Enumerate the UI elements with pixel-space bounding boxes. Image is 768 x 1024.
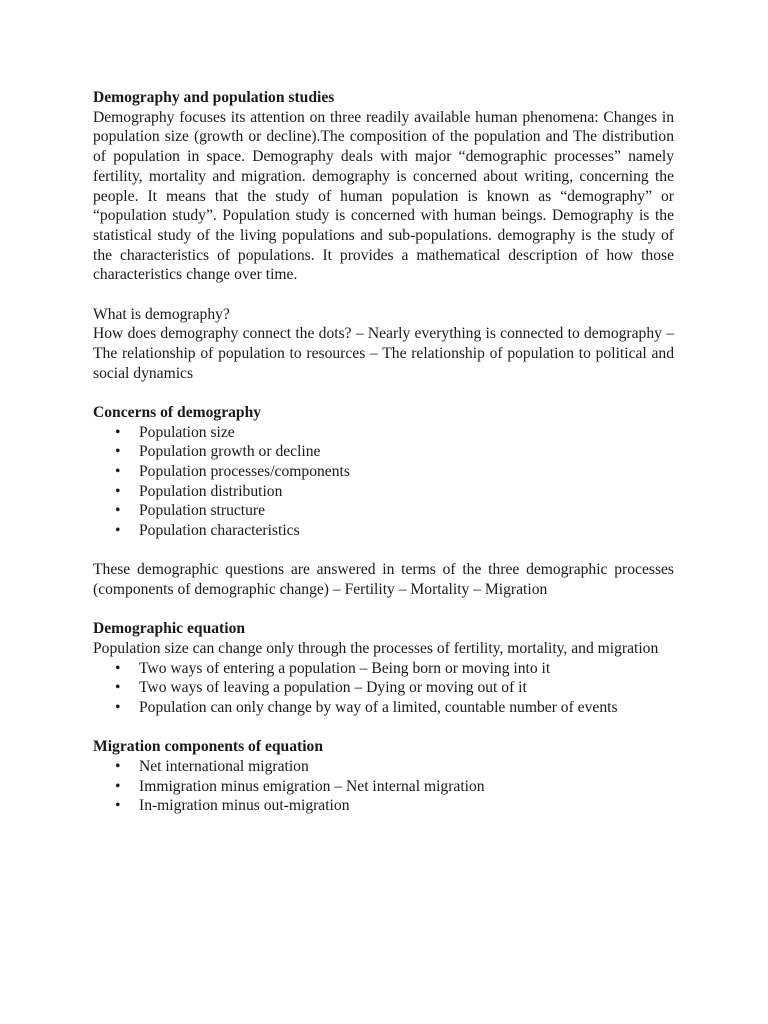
bullet-icon: • [115,482,121,500]
bullet-icon: • [115,423,121,441]
list-item-text: Population processes/components [139,462,350,480]
migration-list [93,757,674,816]
list-item [93,659,674,679]
bullet-icon: • [115,698,121,716]
list-item-text: Population growth or decline [139,443,321,461]
bullet-icon: • [115,659,121,677]
bullet-icon: • [115,502,121,520]
list-item [93,442,674,462]
list-item [93,501,674,521]
equation-paragraph: Population size can change only through the processes of fertility, mortality, and migration [93,639,659,657]
section-heading-demography: Demography and population studies [93,89,335,106]
list-item-text: Two ways of entering a population – Being born or moving into it [139,659,551,677]
spacer [93,600,674,620]
list-item-text: Population size [139,423,235,441]
section-heading-migration: Migration components of equation [93,738,324,756]
document-page [93,88,674,816]
concerns-list [93,423,674,541]
list-item [93,698,674,718]
bullet-icon: • [115,757,121,775]
bullet-icon: • [115,443,121,461]
list-item-text: Net international migration [139,757,309,775]
list-item [93,757,674,777]
demographic-processes-paragraph: These demographic questions are answered in terms of the three demographic processes (components of demographic change) – Fertility – Mortality – Migration [93,561,674,598]
list-item-text: Population structure [139,502,266,520]
equation-list [93,659,674,718]
list-item-text: Population distribution [139,482,283,500]
spacer [93,541,674,561]
bullet-icon: • [115,797,121,815]
spacer [93,718,674,738]
bullet-icon: • [115,522,121,540]
bullet-icon: • [115,777,121,795]
spacer [93,285,674,305]
bullet-icon: • [115,679,121,697]
list-item [93,423,674,443]
intro-paragraph: Demography focuses its attention on three readily available human phenomena: Changes in population size (growth or decline).The composition of the population and The distribution of population in space. Demography deals with major “demographic processes” namely fertility, mortality and migration. demography is concerned about writing, concerning the people. It means that the study of human population is known as “demography” or “population study”. Population study is concerned with human beings. Demography is the statistical study of the living populations and sub-populations. demography is the study of the characteristics of populations. It provides a mathematical description of how those characteristics change over time. [93,108,674,284]
list-item-text: Immigration minus emigration – Net internal migration [139,777,485,795]
list-item-text: Two ways of leaving a population – Dying or moving out of it [139,679,527,697]
list-item-text: Population can only change by way of a limited, countable number of events [139,698,618,716]
list-item-text: Population characteristics [139,522,300,540]
spacer [93,383,674,403]
list-item [93,462,674,482]
list-item [93,678,674,698]
bullet-icon: • [115,462,121,480]
what-is-demography-paragraph: How does demography connect the dots? – Nearly everything is connected to demography – The relationship of population to resources – The relationship of population to political and social dynamics [93,325,674,382]
list-item [93,796,674,816]
list-item [93,777,674,797]
list-item [93,482,674,502]
section-heading-concerns: Concerns of demography [93,403,262,421]
section-heading-equation: Demographic equation [93,620,246,638]
list-item-text: In-migration minus out-migration [139,797,350,815]
list-item [93,521,674,541]
what-is-demography-question: What is demography? [93,305,230,323]
